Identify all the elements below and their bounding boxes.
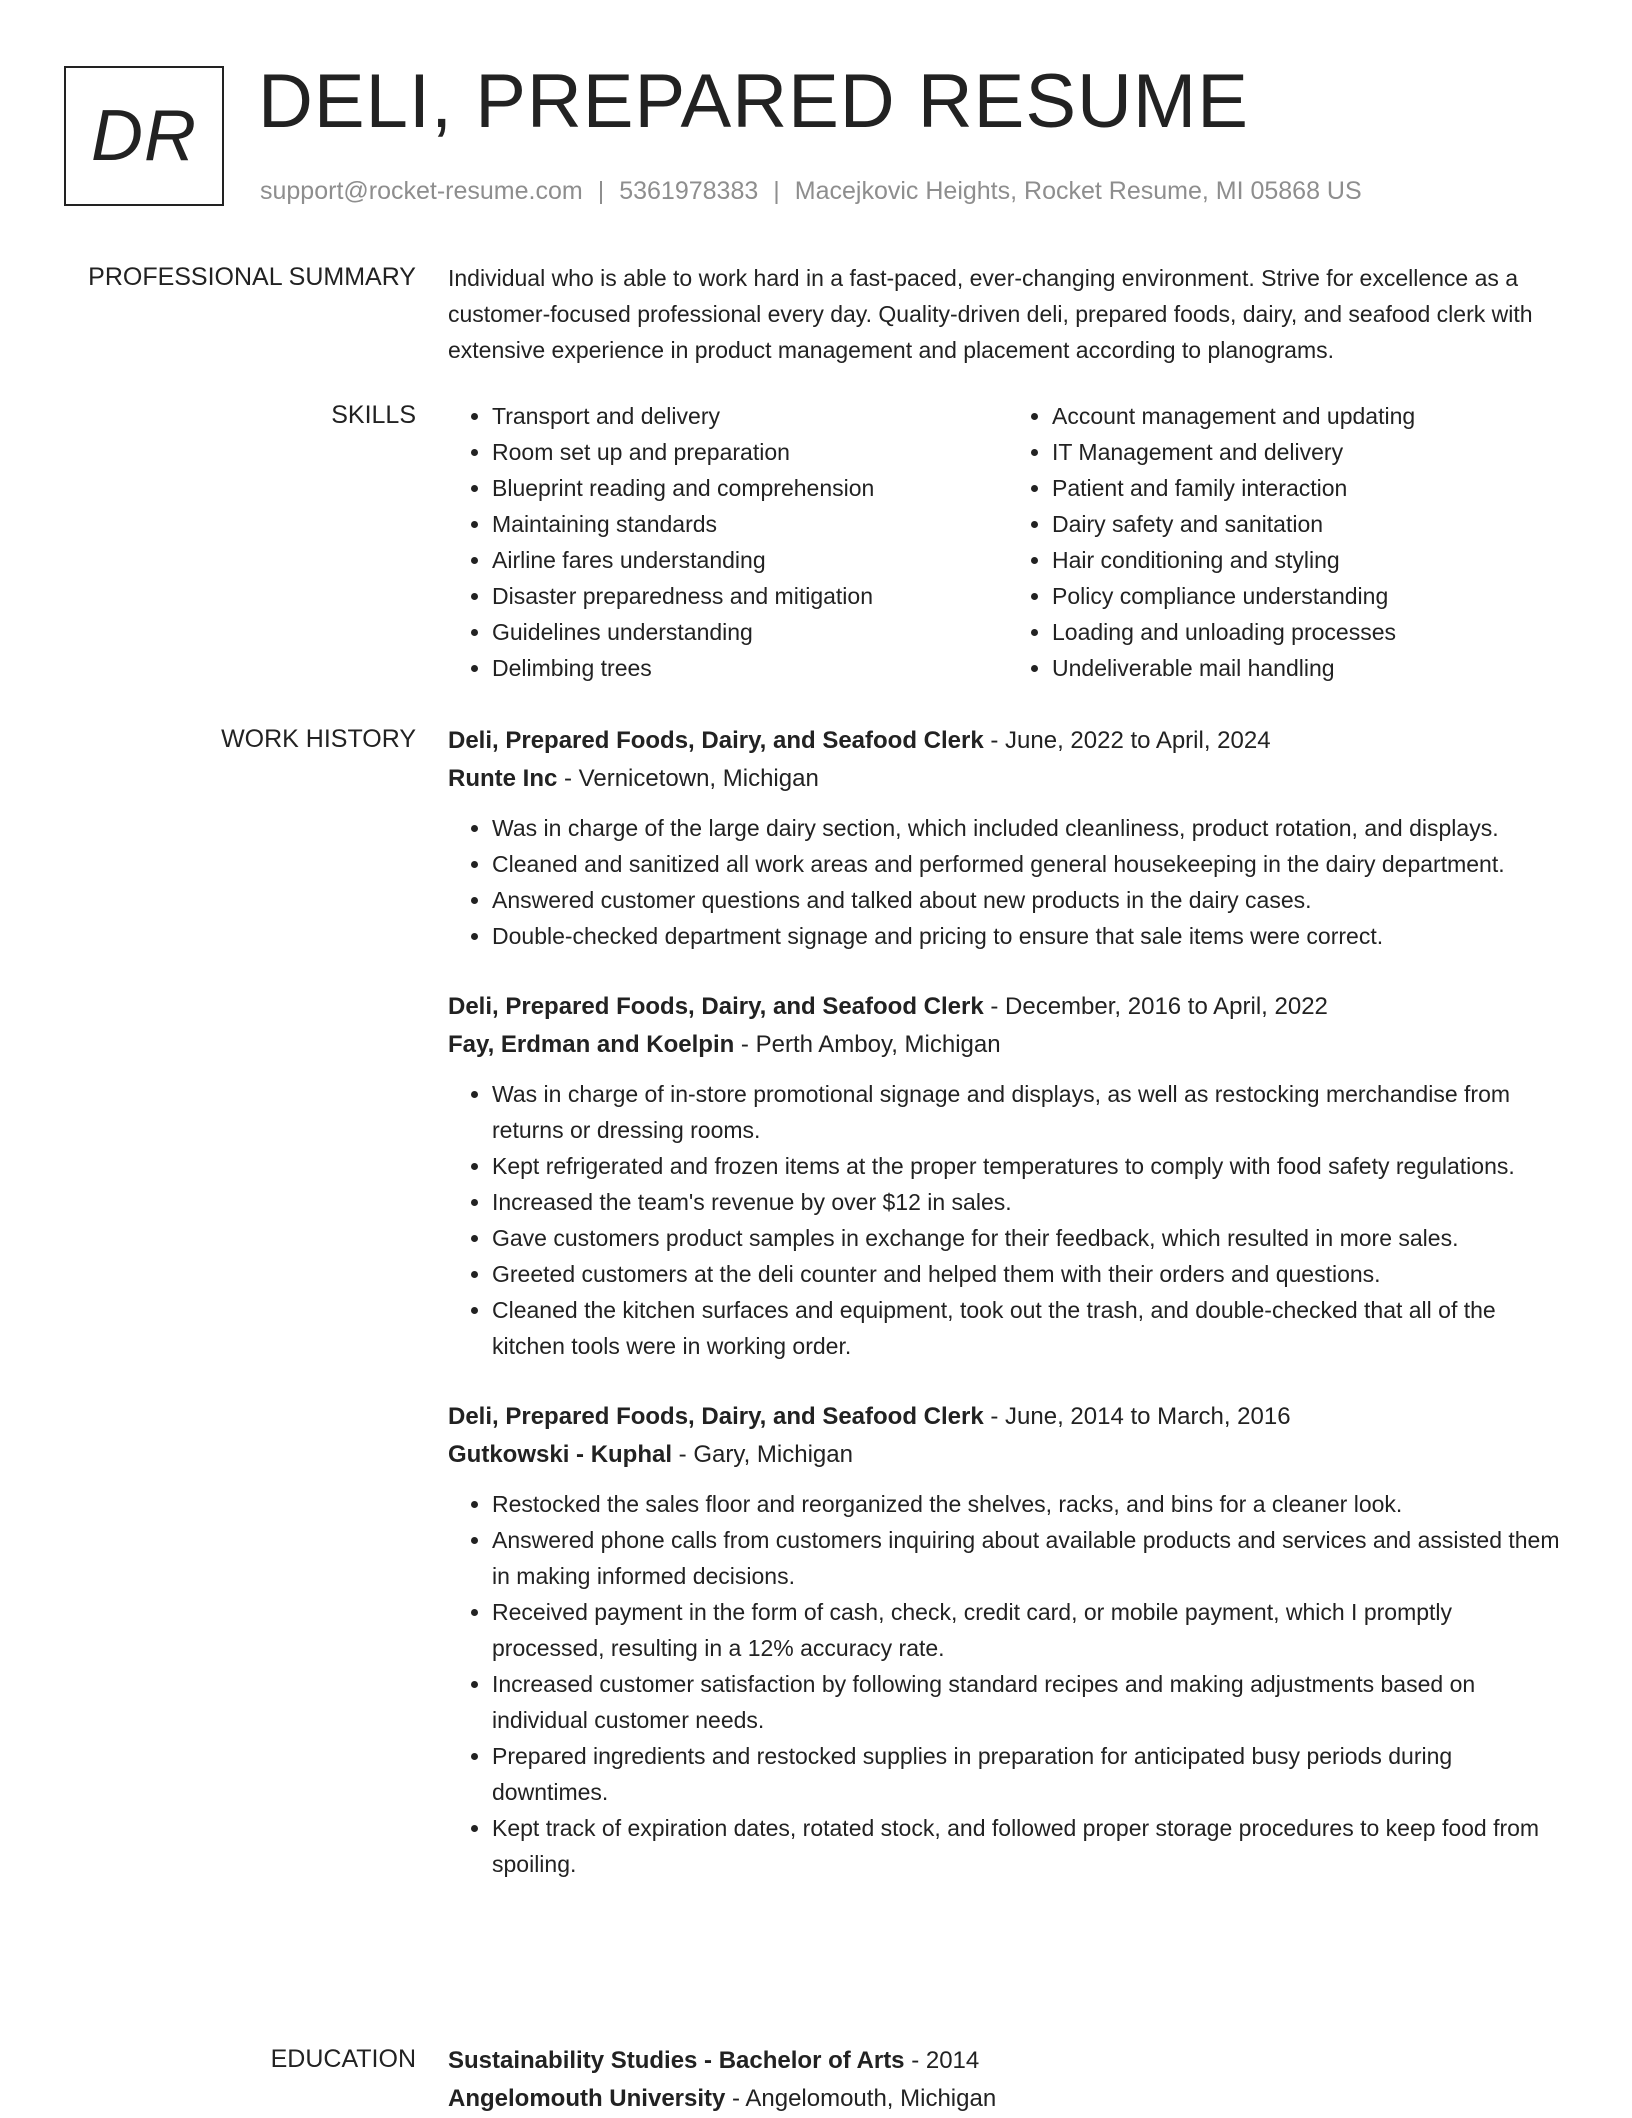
job-bullet-list xyxy=(448,1486,1568,1882)
education-school-line xyxy=(448,2080,1568,2118)
skill-item: • Blueprint reading and comprehension xyxy=(492,470,1008,506)
skill-item: • Hair conditioning and styling xyxy=(1052,542,1568,578)
job-bullet: • Received payment in the form of cash, check, credit card, or mobile payment, which I promptly processed, resulting in a 12% accuracy rate. xyxy=(492,1594,1568,1666)
skill-item: • Dairy safety and sanitation xyxy=(1052,506,1568,542)
job-bullet: • Increased the team's revenue by over $12 in sales. xyxy=(492,1184,1568,1220)
job-bullet: • Answered customer questions and talked about new products in the dairy cases. xyxy=(492,882,1568,918)
job-bullet-list xyxy=(448,1076,1568,1364)
skill-item: • Loading and unloading processes xyxy=(1052,614,1568,650)
education-year: - 2014 xyxy=(904,2047,980,2074)
skills-label: SKILLS xyxy=(331,401,416,429)
job-location: - Perth Amboy, Michigan xyxy=(734,1031,1001,1058)
job-bullet: • Was in charge of in-store promotional signage and displays, as well as restocking merchandise from returns or dressing rooms. xyxy=(492,1076,1568,1148)
job-title-line xyxy=(448,722,1568,760)
job-bullet: • Kept refrigerated and frozen items at the proper temperatures to comply with food safety regulations. xyxy=(492,1148,1568,1184)
education-location: - Angelomouth, Michigan xyxy=(725,2085,997,2112)
job-dates: - June, 2022 to April, 2024 xyxy=(983,727,1271,754)
job-bullet: • Cleaned and sanitized all work areas and performed general housekeeping in the dairy department. xyxy=(492,846,1568,882)
job-bullet: • Gave customers product samples in exchange for their feedback, which resulted in more sales. xyxy=(492,1220,1568,1256)
skills-right-column xyxy=(1008,398,1568,686)
work-history-body xyxy=(448,722,1568,1916)
job-company-line xyxy=(448,1436,1568,1474)
skill-item: • IT Management and delivery xyxy=(1052,434,1568,470)
education-body xyxy=(448,2042,1568,2118)
education-degree-line xyxy=(448,2042,1568,2080)
contact-separator: | xyxy=(773,177,780,205)
monogram-initials: DR xyxy=(91,96,197,176)
job-bullet: • Was in charge of the large dairy section, which included cleanliness, product rotation, and displays. xyxy=(492,810,1568,846)
job-bullet: • Increased customer satisfaction by following standard recipes and making adjustments based on individual customer needs. xyxy=(492,1666,1568,1738)
job-company: Fay, Erdman and Koelpin xyxy=(448,1031,735,1058)
job-entry xyxy=(448,1398,1568,1882)
summary-label: PROFESSIONAL SUMMARY xyxy=(88,263,416,291)
contact-phone: 5361978383 xyxy=(619,177,759,205)
summary-text: Individual who is able to work hard in a fast-paced, ever-changing environment. Strive for excellence as a customer-focused professional every day. Quality-driven deli, prepared foods, dairy, and seafood clerk with extensive experience in product management and placement according to planograms. xyxy=(448,265,1533,363)
job-bullet: • Cleaned the kitchen surfaces and equipment, took out the trash, and double-checked that all of the kitchen tools were in working order. xyxy=(492,1292,1568,1364)
job-entry xyxy=(448,722,1568,954)
job-company: Gutkowski - Kuphal xyxy=(448,1441,673,1468)
job-company-line xyxy=(448,1026,1568,1064)
resume-title: DELI, PREPARED RESUME xyxy=(258,59,1249,144)
skills-grid xyxy=(448,398,1568,686)
contact-line xyxy=(260,174,1362,208)
skill-item: • Undeliverable mail handling xyxy=(1052,650,1568,686)
skill-item: • Maintaining standards xyxy=(492,506,1008,542)
job-bullet: • Double-checked department signage and pricing to ensure that sale items were correct. xyxy=(492,918,1568,954)
job-entry xyxy=(448,988,1568,1364)
skill-item: • Disaster preparedness and mitigation xyxy=(492,578,1008,614)
job-title: Deli, Prepared Foods, Dairy, and Seafood Clerk xyxy=(448,993,984,1020)
job-title: Deli, Prepared Foods, Dairy, and Seafood Clerk xyxy=(448,727,984,754)
job-location: - Vernicetown, Michigan xyxy=(557,765,819,792)
work-history-label: WORK HISTORY xyxy=(221,725,416,753)
job-dates: - June, 2014 to March, 2016 xyxy=(983,1403,1291,1430)
summary-body xyxy=(448,260,1568,368)
skill-item: • Policy compliance understanding xyxy=(1052,578,1568,614)
job-bullet: • Kept track of expiration dates, rotated stock, and followed proper storage procedures to keep food from spoiling. xyxy=(492,1810,1568,1882)
skills-left-column xyxy=(448,398,1008,686)
skills-body xyxy=(448,398,1568,686)
job-location: - Gary, Michigan xyxy=(672,1441,853,1468)
education-school: Angelomouth University xyxy=(448,2085,726,2112)
job-bullet-list xyxy=(448,810,1568,954)
job-bullet: • Greeted customers at the deli counter and helped them with their orders and questions. xyxy=(492,1256,1568,1292)
job-title-line xyxy=(448,1398,1568,1436)
job-dates: - December, 2016 to April, 2022 xyxy=(983,993,1328,1020)
skill-item: • Patient and family interaction xyxy=(1052,470,1568,506)
contact-address: Macejkovic Heights, Rocket Resume, MI 05868 US xyxy=(794,177,1362,205)
skill-item: • Delimbing trees xyxy=(492,650,1008,686)
job-company-line xyxy=(448,760,1568,798)
skill-item: • Guidelines understanding xyxy=(492,614,1008,650)
skill-item: • Transport and delivery xyxy=(492,398,1008,434)
contact-email: support@rocket-resume.com xyxy=(260,177,583,205)
skill-item: • Account management and updating xyxy=(1052,398,1568,434)
job-bullet: • Restocked the sales floor and reorganized the shelves, racks, and bins for a cleaner look. xyxy=(492,1486,1568,1522)
job-company: Runte Inc xyxy=(448,765,558,792)
job-title-line xyxy=(448,988,1568,1026)
skill-item: • Room set up and preparation xyxy=(492,434,1008,470)
skill-item: • Airline fares understanding xyxy=(492,542,1008,578)
contact-separator: | xyxy=(597,177,605,205)
job-bullet: • Prepared ingredients and restocked supplies in preparation for anticipated busy periods during downtimes. xyxy=(492,1738,1568,1810)
job-title: Deli, Prepared Foods, Dairy, and Seafood Clerk xyxy=(448,1403,984,1430)
education-degree: Sustainability Studies - Bachelor of Arts xyxy=(448,2047,905,2074)
job-bullet: • Answered phone calls from customers inquiring about available products and services and assisted them in making informed decisions. xyxy=(492,1522,1568,1594)
monogram-box xyxy=(64,66,224,206)
education-label: EDUCATION xyxy=(270,2045,416,2073)
